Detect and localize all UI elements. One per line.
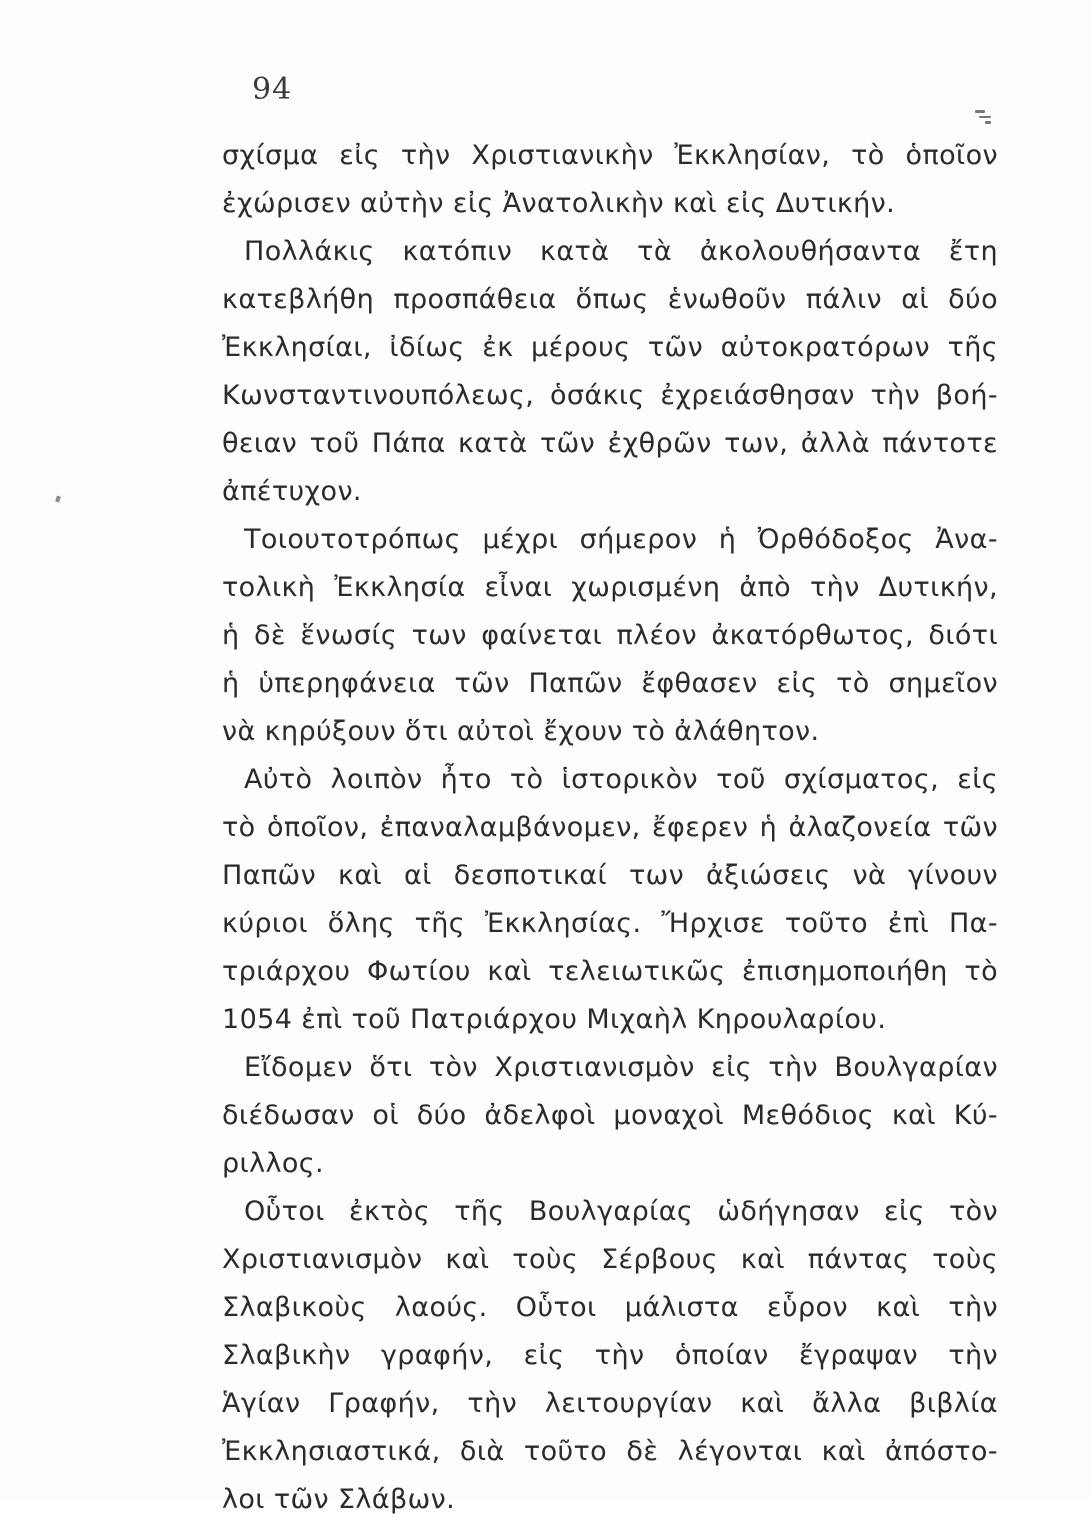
text-line: σχίσμα εἰς τὴν Χριστιανικὴν Ἐκκλησίαν, τὸ ὁποῖον xyxy=(222,140,998,171)
text-line: Παπῶν καὶ αἱ δεσποτικαί των ἀξιώσεις νὰ γίνουν xyxy=(222,860,998,891)
body-text xyxy=(222,132,998,1524)
text-line: διέδωσαν οἱ δύο ἀδελφοὶ μοναχοὶ Μεθόδιος καὶ Κύ- xyxy=(222,1100,998,1131)
text-line: ἡ ὑπερηφάνεια τῶν Παπῶν ἔφθασεν εἰς τὸ σημεῖον xyxy=(222,668,998,699)
text-line: Χριστιανισμὸν καὶ τοὺς Σέρβους καὶ πάντας τοὺς xyxy=(222,1244,998,1275)
text-line: ριλλος. xyxy=(222,1148,324,1179)
text-line: τολικὴ Ἐκκλησία εἶναι χωρισμένη ἀπὸ τὴν Δυτικήν, xyxy=(222,572,998,603)
paragraph xyxy=(222,756,998,1044)
text-line: Ἐκκλησίαι, ἰδίως ἐκ μέρους τῶν αὐτοκρατόρων τῆς xyxy=(222,332,998,363)
text-line: Ἁγίαν Γραφήν, τὴν λειτουργίαν καὶ ἄλλα βιβλία xyxy=(222,1388,998,1419)
text-line: Σλαβικοὺς λαούς. Οὗτοι μάλιστα εὗρον καὶ τὴν xyxy=(222,1292,998,1323)
paragraph xyxy=(222,132,998,228)
text-line: Πολλάκις κατόπιν κατὰ τὰ ἀκολουθήσαντα ἔτη xyxy=(244,236,998,267)
text-line: Εἴδομεν ὅτι τὸν Χριστιανισμὸν εἰς τὴν Βουλγαρίαν xyxy=(244,1052,998,1083)
text-line: κατεβλήθη προσπάθεια ὅπως ἑνωθοῦν πάλιν αἱ δύο xyxy=(222,284,998,315)
text-line: τὸ ὁποῖον, ἐπαναλαμβάνομεν, ἔφερεν ἡ ἀλαζονεία τῶν xyxy=(222,812,998,843)
text-line: ἀπέτυχον. xyxy=(222,476,362,507)
text-line: Οὗτοι ἐκτὸς τῆς Βουλγαρίας ὡδήγησαν εἰς τὸν xyxy=(244,1196,998,1227)
text-line: νὰ κηρύξουν ὅτι αὐτοὶ ἔχουν τὸ ἀλάθητον. xyxy=(222,716,820,747)
paragraph xyxy=(222,1044,998,1188)
scan-artifact xyxy=(971,108,995,132)
text-line: θειαν τοῦ Πάπα κατὰ τῶν ἐχθρῶν των, ἀλλὰ πάντοτε xyxy=(222,428,998,459)
text-line: Κωνσταντινουπόλεως, ὁσάκις ἐχρειάσθησαν τὴν βοή- xyxy=(222,380,998,411)
margin-mark xyxy=(55,495,61,502)
text-line: Ἐκκλησιαστικά, διὰ τοῦτο δὲ λέγονται καὶ ἀπόστο- xyxy=(222,1436,998,1467)
paragraph xyxy=(222,228,998,516)
text-line: Τοιουτοτρόπως μέχρι σήμερον ἡ Ὀρθόδοξος Ἀνα- xyxy=(244,524,998,555)
text-line: ἡ δὲ ἕνωσίς των φαίνεται πλέον ἀκατόρθωτος, διότι xyxy=(222,620,998,651)
paragraph xyxy=(222,1188,998,1524)
text-line: κύριοι ὅλης τῆς Ἐκκλησίας. Ἤρχισε τοῦτο ἐπὶ Πα- xyxy=(222,908,998,939)
text-line: 1054 ἐπὶ τοῦ Πατριάρχου Μιχαὴλ Κηρουλαρίου. xyxy=(222,1004,887,1035)
text-line: λοι τῶν Σλάβων. xyxy=(222,1484,456,1515)
paragraph xyxy=(222,516,998,756)
text-line: Σλαβικὴν γραφήν, εἰς τὴν ὁποίαν ἔγραψαν τὴν xyxy=(222,1340,998,1371)
text-line: ἐχώρισεν αὐτὴν εἰς Ἀνατολικὴν καὶ εἰς Δυτικήν. xyxy=(222,188,896,219)
text-line: Αὐτὸ λοιπὸν ἦτο τὸ ἱστορικὸν τοῦ σχίσματος, εἰς xyxy=(244,764,998,795)
text-line: τριάρχου Φωτίου καὶ τελειωτικῶς ἐπισημοποιήθη τὸ xyxy=(222,956,998,987)
page-number: 94 xyxy=(252,72,293,107)
